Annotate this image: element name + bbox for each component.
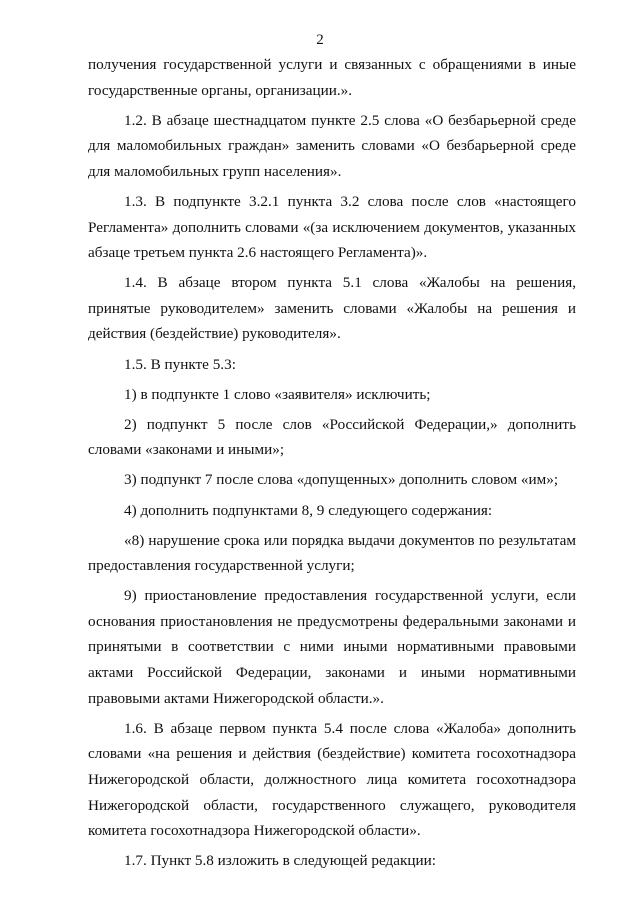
page-number: 2 xyxy=(316,32,324,48)
paragraph-continuation: получения государственной услуги и связанных с обращениями в иные государственные органы, организации.». xyxy=(88,56,576,99)
paragraph-1-3: 1.3. В подпункте 3.2.1 пункта 3.2 слова после слов «настоящего Регламента» дополнить словами «(за исключением документов, указанных абзаце третьем пункта 2.6 настоящего Регламента)». xyxy=(88,192,576,262)
paragraph-1-4: 1.4. В абзаце втором пункта 5.1 слова «Жалобы на решения, принятые руководителем» заменить словами «Жалобы на решения и действия (бездействие) руководителя». xyxy=(88,274,576,343)
paragraph-subitem-4: 4) дополнить подпунктами 8, 9 следующего содержания: xyxy=(124,501,493,519)
paragraph-subitem-8: «8) нарушение срока или порядка выдачи документов по результатам предоставления государственной услуги; xyxy=(88,531,576,575)
document-body xyxy=(88,52,576,878)
paragraph-subitem-2: 2) подпункт 5 после слов «Российской Федерации,» дополнить словами «законами и иными»; xyxy=(88,415,576,459)
paragraph-1-2: 1.2. В абзаце шестнадцатом пункте 2.5 слова «О безбарьерной среде для маломобильных граждан» заменить словами «О безбарьерной среде для маломобильных групп населения». xyxy=(88,111,576,180)
paragraph-subitem-1: 1) в подпункте 1 слово «заявителя» исключить; xyxy=(124,385,431,403)
paragraph-1-5: 1.5. В пункте 5.3: xyxy=(124,355,236,373)
paragraph-1-7: 1.7. Пункт 5.8 изложить в следующей редакции: xyxy=(124,852,437,870)
paragraph-subitem-3: 3) подпункт 7 после слова «допущенных» дополнить словом «им»; xyxy=(124,471,559,489)
paragraph-subitem-9: 9) приостановление предоставления государственной услуги, если основания приостановления не предусмотрены федеральными законами и принятыми в соответствии с ними иными нормативными правовыми актами Российской Федерации, законами и иными нормативными правовыми актами Нижегородской области.». xyxy=(88,587,576,707)
paragraph-1-6: 1.6. В абзаце первом пункта 5.4 после слова «Жалоба» дополнить словами «на решения и действия (бездействие) комитета госохотнадзора Нижегородской области, должностного лица комитета госохотнадзора Нижегородской области, государственного служащего, руководителя комитета госохотнадзора Нижегородской области». xyxy=(88,719,576,840)
